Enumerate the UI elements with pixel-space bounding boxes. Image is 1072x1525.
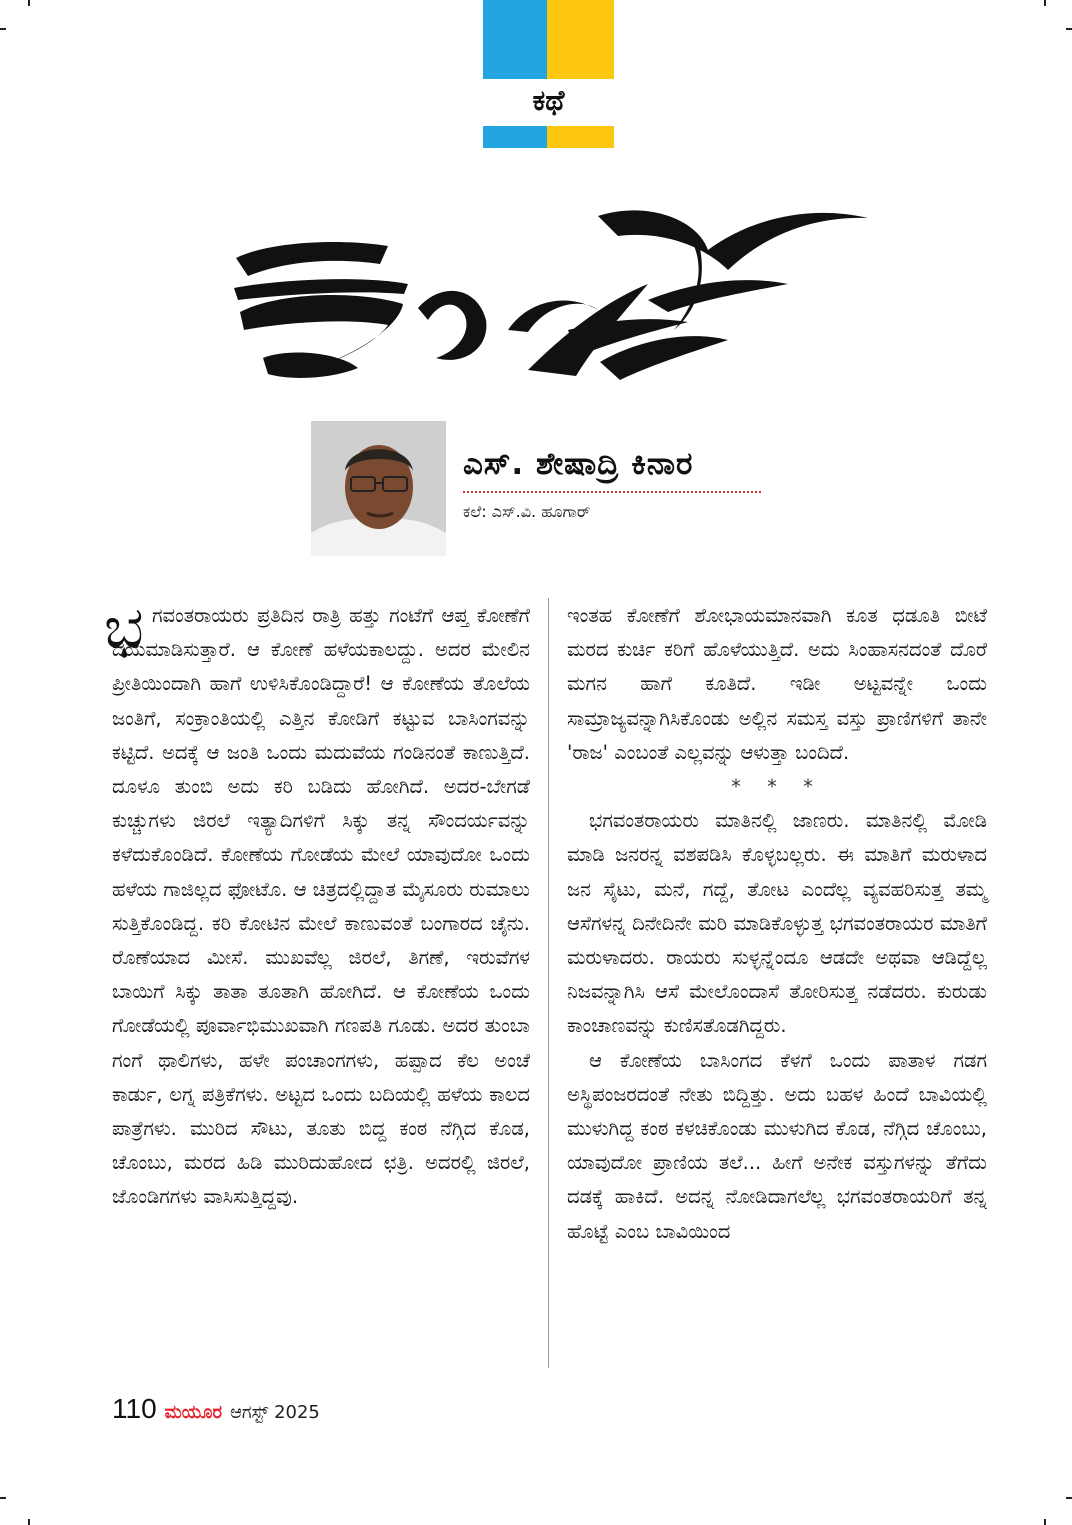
badge-blue-block [483, 0, 547, 79]
column-divider [548, 598, 549, 1368]
author-photo [311, 421, 446, 556]
crop-mark-bottom-right-v [1044, 1519, 1046, 1525]
artist-credit: ಕಲೆ: ಎಸ್.ವಿ. ಹೂಗಾರ್ [463, 502, 591, 521]
paragraph: ಭಗವಂತರಾಯರು ಮಾತಿನಲ್ಲಿ ಜಾಣರು. ಮಾತಿನಲ್ಲಿ ಮೋಡಿ ಮಾಡಿ ಜನರನ್ನ ವಶಪಡಿಸಿ ಕೊಳ್ಳಬಲ್ಲರು. ಈ ಮಾತಿಗೆ ಮರುಳಾದ ಜನ ಸೈಟು, ಮನೆ, ಗದ್ದೆ, ತೋಟ ಎಂದೆಲ್ಲ ವ್ಯವಹರಿಸುತ್ತ ತಮ್ಮ ಆಸೆಗಳನ್ನ ದಿನೇದಿನೇ ಮರಿ ಮಾಡಿಕೊಳ್ಳುತ್ತ ಭಗವಂತರಾಯರ ಮಾತಿಗೆ ಮರುಳಾದರು. ರಾಯರು ಸುಳ್ಳನ್ನೆಂದೂ ಆಡದೇ ಅಥವಾ ಆಡಿದ್ದೆಲ್ಲ ನಿಜವನ್ನಾಗಿಸಿ ಆಸೆ ಮೇಲೊಂದಾಸೆ ತೋರಿಸುತ್ತ ನಡೆದರು. ಕುರುಡು ಕಾಂಚಾಣವನ್ನು ಕುಣಿಸತೊಡಗಿದ್ದರು. [567, 809, 987, 1038]
story-title-calligraphy [228, 180, 873, 395]
drop-cap: ಭ [104, 593, 144, 661]
page-footer [112, 1393, 320, 1425]
crop-mark-top-right-v [1044, 0, 1046, 6]
issue-date: ಆಗಸ್ಟ್ 2025 [230, 1402, 320, 1423]
section-badge [483, 0, 614, 150]
magazine-name: ಮಯೂರ [164, 1402, 223, 1423]
badge-blue-bar [483, 126, 547, 148]
author-underline [463, 491, 761, 493]
badge-yellow-block [547, 0, 614, 79]
paragraph [112, 599, 530, 1215]
body-column-left [112, 599, 530, 1215]
crop-mark-top-left [0, 28, 6, 30]
paragraph-text: ಗವಂತರಾಯರು ಪ್ರತಿದಿನ ರಾತ್ರಿ ಹತ್ತು ಗಂಟೆಗೆ ಆಪ್ತ ಕೋಣೆಗೆ ದಯಮಾಡಿಸುತ್ತಾರೆ. ಆ ಕೋಣೆ ಹಳೆಯಕಾಲದ್ದು. ಅದರ ಮೇಲಿನ ಪ್ರೀತಿಯಿಂದಾಗಿ ಹಾಗೆ ಉಳಿಸಿಕೊಂಡಿದ್ದಾರೆ! ಆ ಕೋಣೆಯ ತೊಲೆಯ ಜಂತಿಗೆ, ಸಂಕ್ರಾಂತಿಯಲ್ಲಿ ಎತ್ತಿನ ಕೋಡಿಗೆ ಕಟ್ಟುವ ಬಾಸಿಂಗವನ್ನು ಕಟ್ಟಿದೆ. ಅದಕ್ಕೆ ಆ ಜಂತಿ ಒಂದು ಮದುವೆಯ ಗಂಡಿನಂತೆ ಕಾಣುತ್ತಿದೆ. ದೂಳೂ ತುಂಬಿ ಅದು ಕರಿ ಬಡಿದು ಹೋಗಿದೆ. ಅದರ-ಬೇಗಡೆ ಕುಚ್ಚುಗಳು ಜಿರಲೆ ಇತ್ಯಾದಿಗಳಿಗೆ ಸಿಕ್ಕು ತನ್ನ ಸೌಂದರ್ಯವನ್ನು ಕಳೆದುಕೊಂಡಿದೆ. ಕೋಣೆಯ ಗೋಡೆಯ ಮೇಲೆ ಯಾವುದೋ ಒಂದು ಹಳೆಯ ಗಾಜಿಲ್ಲದ ಫೋಟೊ. ಆ ಚಿತ್ರದಲ್ಲಿದ್ದಾತ ಮೈಸೂರು ರುಮಾಲು ಸುತ್ತಿಕೊಂಡಿದ್ದ. ಕರಿ ಕೋಟಿನ ಮೇಲೆ ಕಾಣುವಂತೆ ಬಂಗಾರದ ಚೈನು. ರೊಣೆಯಾದ ಮೀಸೆ. ಮುಖವೆಲ್ಲ ಜಿರಲೆ, ತಿಗಣೆ, ಇರುವೆಗಳ ಬಾಯಿಗೆ ಸಿಕ್ಕು ತಾತಾ ತೂತಾಗಿ ಹೋಗಿದೆ. ಆ ಕೋಣೆಯ ಒಂದು ಗೋಡೆಯಲ್ಲಿ ಪೂರ್ವಾಭಿಮುಖವಾಗಿ ಗಣಪತಿ ಗೂಡು. ಅದರ ತುಂಬಾ ಗಂಗೆ ಥಾಲಿಗಳು, ಹಳೇ ಪಂಚಾಂಗಗಳು, ಹಪ್ಪಾದ ಕೆಲ ಅಂಚೆ ಕಾರ್ಡು, ಲಗ್ನ ಪತ್ರಿಕೆಗಳು. ಅಟ್ಟದ ಒಂದು ಬದಿಯಲ್ಲಿ ಹಳೆಯ ಕಾಲದ ಪಾತ್ರೆಗಳು. ಮುರಿದ ಸೌಟು, ತೂತು ಬಿದ್ದ ಕಂಠ ನೆಗ್ಗಿದ ಕೊಡ, ಚೊಂಬು, ಮರದ ಹಿಡಿ ಮುರಿದುಹೋದ ಛತ್ರಿ. ಅದರಲ್ಲಿ ಜಿರಲೆ, ಜೊಂಡಿಗಗಳು ವಾಸಿಸುತ್ತಿದ್ದವು. [112, 604, 530, 1209]
section-label: ಕಥೆ [532, 84, 565, 117]
body-column-right [567, 599, 987, 1249]
badge-yellow-bar [547, 126, 614, 148]
paragraph: ಇಂತಹ ಕೋಣೆಗೆ ಶೋಭಾಯಮಾನವಾಗಿ ಕೂತ ಧಡೂತಿ ಬೀಟೆ ಮರದ ಕುರ್ಚಿ ಕರಿಗೆ ಹೊಳೆಯುತ್ತಿದೆ. ಅದು ಸಿಂಹಾಸನದಂತೆ ದೊರೆ ಮಗನ ಹಾಗೆ ಕೂತಿದೆ. ಇಡೀ ಅಟ್ಟವನ್ನೇ ಒಂದು ಸಾಮ್ರಾಜ್ಯವನ್ನಾಗಿಸಿಕೊಂಡು ಅಲ್ಲಿನ ಸಮಸ್ತ ವಸ್ತು ಪ್ರಾಣಿಗಳಿಗೆ ತಾನೇ 'ರಾಜ' ಎಂಬಂತೆ ಎಲ್ಲವನ್ನು ಆಳುತ್ತಾ ಬಂದಿದೆ. [567, 604, 987, 764]
crop-mark-bottom-left [0, 1497, 6, 1499]
author-name: ಎಸ್. ಶೇಷಾದ್ರಿ ಕಿನಾರ [463, 446, 694, 482]
page-number: 110 [112, 1393, 157, 1424]
crop-mark-bottom-left-v [28, 1519, 30, 1525]
author-portrait [311, 421, 446, 556]
title-brush-art [228, 180, 873, 395]
crop-mark-top-left-v [28, 0, 30, 6]
crop-mark-bottom-right [1066, 1497, 1072, 1499]
paragraph: ಆ ಕೋಣೆಯ ಬಾಸಿಂಗದ ಕೆಳಗೆ ಒಂದು ಪಾತಾಳ ಗಡಗ ಅಸ್ಥಿಪಂಜರದಂತೆ ನೇತು ಬಿದ್ದಿತ್ತು. ಅದು ಬಹಳ ಹಿಂದೆ ಬಾವಿಯಲ್ಲಿ ಮುಳುಗಿದ್ದ ಕಂಠ ಕಳಚಿಕೊಂಡು ಮುಳುಗಿದ ಕೊಡ, ನೆಗ್ಗಿದ ಚೊಂಬು, ಯಾವುದೋ ಪ್ರಾಣಿಯ ತಲೆ... ಹೀಗೆ ಅನೇಕ ವಸ್ತುಗಳನ್ನು ತೆಗೆದು ದಡಕ್ಕೆ ಹಾಕಿದೆ. ಅದನ್ನ ನೋಡಿದಾಗಲೆಲ್ಲ ಭಗವಂತರಾಯರಿಗೆ ತನ್ನ ಹೊಟ್ಟೆ ಎಂಬ ಬಾವಿಯಿಂದ [567, 1048, 987, 1243]
crop-mark-top-right [1066, 28, 1072, 30]
section-separator: * * * [731, 775, 823, 799]
